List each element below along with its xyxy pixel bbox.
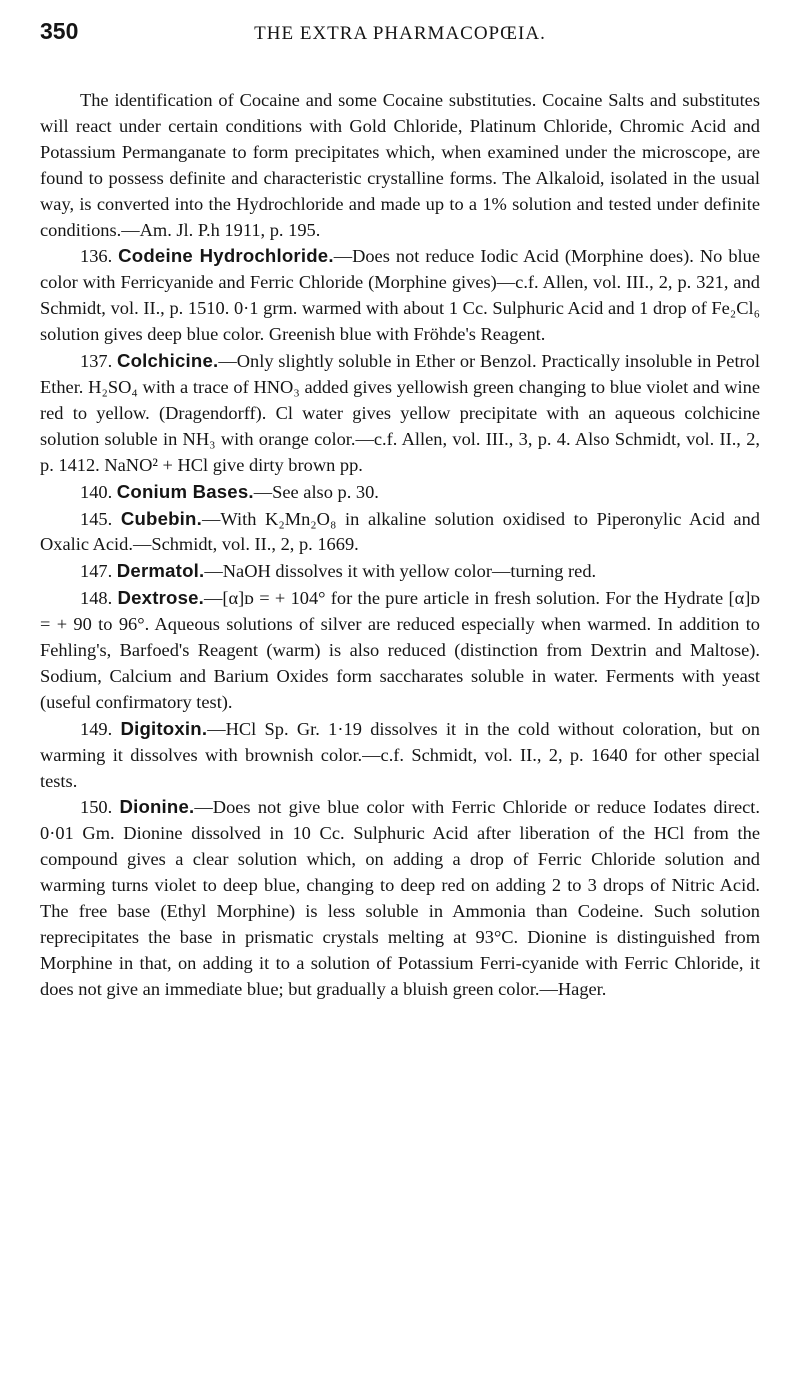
entry-heading: Conium Bases. <box>116 480 254 502</box>
entry-heading: Dionine. <box>119 796 195 818</box>
entry-137 <box>40 348 760 479</box>
entry-heading: Codeine Hydrochloride. <box>118 245 334 267</box>
entry-body: —[α]ᴅ = + 104° for the pure article in fresh solution. For the Hydrate [α]ᴅ = + 90 to 96°. Aqueous solutions of silver are reduced especially when warmed. In addition to Fehling's, Barfoed's Reagent (warm) is also reduced (distinction from Dextrin and Maltose). Sodium, Calcium and Barium Oxides form saccharates soluble in water. Ferments with yeast (useful confirmatory test). <box>40 588 760 712</box>
entry-number: 148. <box>80 588 113 609</box>
entry-heading: Dermatol. <box>116 560 205 582</box>
entry-heading: Dextrose. <box>117 587 205 609</box>
entry-150 <box>40 794 760 1002</box>
entry-body: —Does not give blue color with Ferric Chloride or reduce Iodates direct. 0·01 Gm. Dionine dissolved in 10 Cc. Sulphuric Acid after liberation of the HCl from the compound gives a clear solution which, on adding a drop of Ferric Chloride solution and warming turns violet to deep blue, changing to deep red on adding 2 to 3 drops of Nitric Acid. The free base (Ethyl Morphine) is less soluble in Ammonia than Codeine. Such solution reprecipitates the base in prismatic crystals melting at 93°C. Dionine is distinguished from Morphine in that, on adding it to a solution of Potassium Ferri-cyanide with Ferric Chloride, it does not give an immediate blue; but gradually a bluish green color.—Hager. <box>40 797 760 999</box>
entry-number: 137. <box>80 351 113 372</box>
entry-number: 149. <box>80 718 113 739</box>
entry-heading: Digitoxin. <box>120 717 208 739</box>
entry-number: 145. <box>80 508 113 529</box>
running-title: THE EXTRA PHARMACOPŒIA. <box>254 23 546 44</box>
intro-paragraph: The identification of Cocaine and some Cocaine substituties. Cocaine Salts and substitutes will react under certain conditions with Gold Chloride, Platinum Chloride, Chromic Acid and Potassium Permanganate to form precipitates which, when examined under the microscope, are found to possess definite and characteristic crystalline forms. The Alkaloid, isolated in the usual way, is converted into the Hydrochloride and made up to a 1% solution and tested under definite conditions.—Am. Jl. P.h 1911, p. 195. <box>40 90 760 240</box>
entry-140 <box>40 479 760 506</box>
entry-heading: Cubebin. <box>120 507 202 529</box>
entry-body: —HCl Sp. Gr. 1·19 dissolves it in the cold without coloration, but on warming it dissolves with brownish color.—c.f. Schmidt, vol. II., 2, p. 1640 for other special tests. <box>40 718 760 791</box>
entry-body: —See also p. 30. <box>253 481 379 502</box>
entry-148 <box>40 585 760 716</box>
entry-number: 136. <box>80 246 113 267</box>
entry-145 <box>40 506 760 559</box>
entry-body: —With K₂Mn₂O₈ in alkaline solution oxidised to Piperonylic Acid and Oxalic Acid.—Schmidt, vol. II., 2, p. 1669. <box>40 508 760 555</box>
page-number: 350 <box>40 18 79 44</box>
entry-number: 150. <box>80 797 113 818</box>
page-header <box>40 18 760 54</box>
entry-149 <box>40 716 760 795</box>
entry-body: —Only slightly soluble in Ether or Benzol. Practically insoluble in Petrol Ether. H₂SO₄ with a trace of HNO₃ added gives yellowish green changing to blue violet and wine red to yellow. (Dragendorff). Cl water gives yellow precipitate with an aqueous colchicine solution soluble in NH₃ with orange color.—c.f. Allen, vol. III., 3, p. 4. Also Schmidt, vol. II., 2, p. 1412. NaNO² + HCl give dirty brown pp. <box>40 351 760 475</box>
entry-heading: Colchicine. <box>116 350 219 372</box>
entry-136 <box>40 243 760 348</box>
entry-body: —Does not reduce Iodic Acid (Morphine does). No blue color with Ferricyanide and Ferric Chloride (Morphine gives)—c.f. Allen, vol. III., 2, p. 321, and Schmidt, vol. II., p. 1510. 0·1 grm. warmed with about 1 Cc. Sulphuric Acid and 1 drop of Fe₂Cl₆ solution gives deep blue color. Greenish blue with Fröhde's Reagent. <box>40 246 760 345</box>
entry-147 <box>40 558 760 585</box>
entry-body: —NaOH dissolves it with yellow color—turning red. <box>204 561 597 582</box>
body-text <box>40 88 760 1003</box>
entry-number: 147. <box>80 561 113 582</box>
entry-number: 140. <box>80 481 113 502</box>
